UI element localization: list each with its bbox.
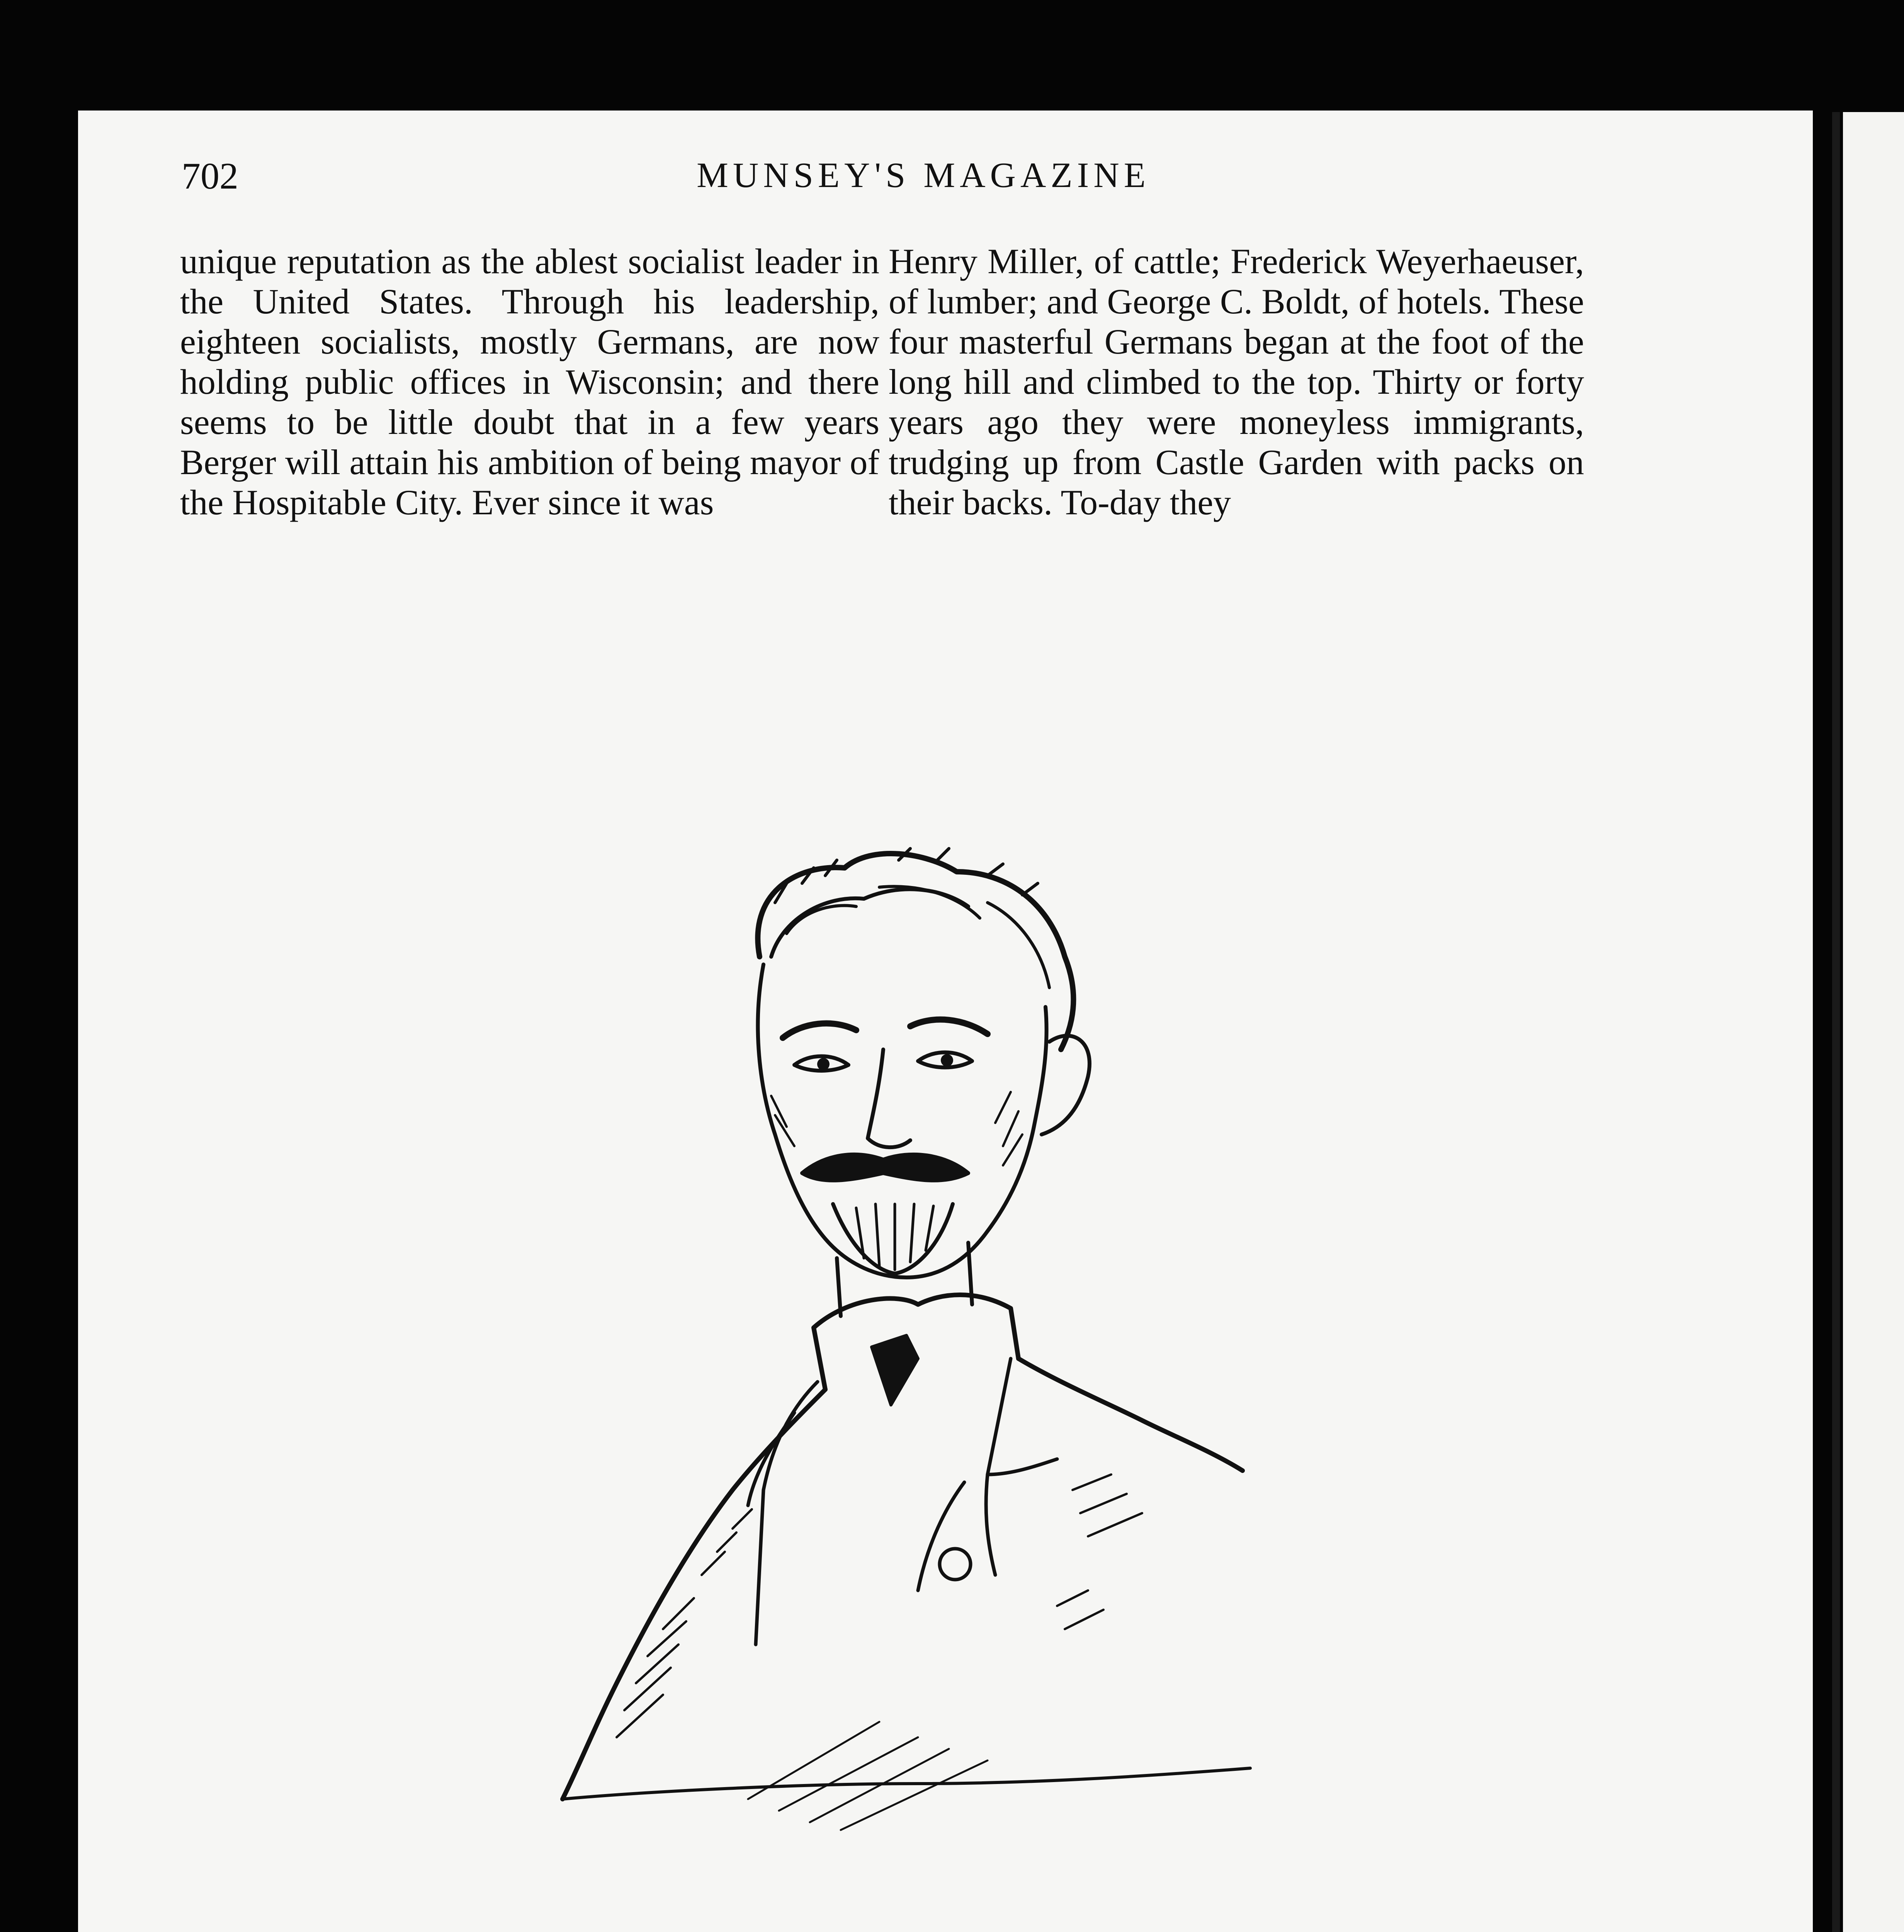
tie [872,1335,918,1405]
collar [814,1295,1018,1389]
coat-button [940,1549,971,1580]
coat-right [1018,1359,1243,1471]
ear [1042,1036,1090,1134]
left-brow [783,1024,856,1038]
column-top-right [889,241,1584,522]
portrait-illustration [454,756,1297,1907]
face-outline [758,964,1047,1277]
mustache [802,1155,968,1180]
running-head: MUNSEY'S MAGAZINE [697,155,1150,195]
coat-left [563,1389,825,1799]
paragraph: Henry Miller, of cattle; Frederick Weyerhaeuser, of lumber; and George C. Boldt, of hotels. These four masterful Germans began at the foot of the long hill and climbed to the top. Thirty or forty years ago they were moneyless immigrants, trudging up from Castle Garden with packs on their backs. To-day they [889,242,1584,522]
column-top-left [180,241,879,522]
paragraph: unique reputation as the ablest socialist leader in the United States. Through his leadership, eighteen socialists, mostly Germans, are now holding public offices in Wisconsin; and there seems to be little doubt that in a few years Berger will attain his ambition of being mayor of the Hospitable City. Ever since it was [180,242,879,522]
next-page-strip [1843,112,1904,1932]
page-number: 702 [182,155,238,197]
right-brow [910,1020,988,1034]
next-page-edge [1832,112,1840,1932]
nose [868,1049,910,1147]
page-header [182,155,1665,216]
hair [758,854,1073,1049]
